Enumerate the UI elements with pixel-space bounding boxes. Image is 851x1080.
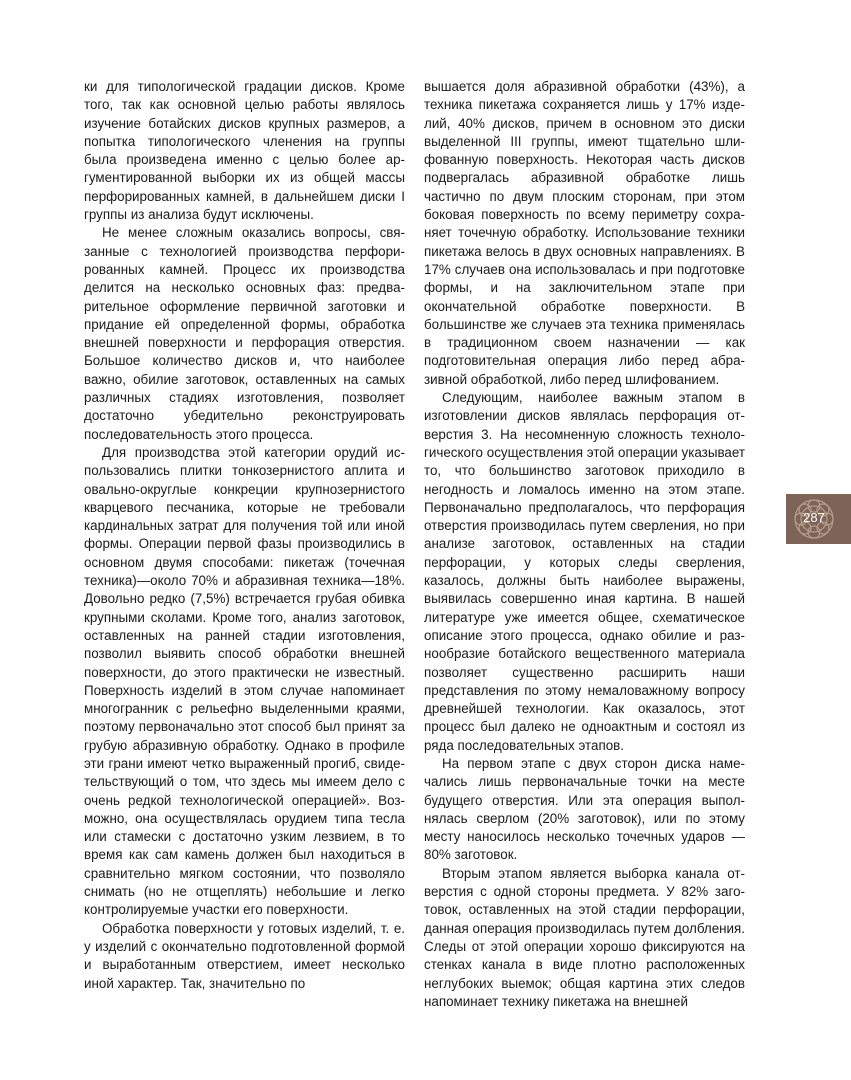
paragraph: Не менее сложным оказались вопросы, связанные с технологией производства перфорированных камней. Процесс их производства делится на несколько основных фаз: предварительное оформление первичной заготовки и придание ей определенной формы, обработка внешней поверхности и перфорация отверстия. Большое количество дисков и, что наиболее важно, обилие заготовок, оставленных на самых различных стадиях изготовления, позволяет достаточно убедительно реконструировать последовательность этого процесса. [84,225,405,442]
paragraph: Вторым этапом является выборка канала отверстия с одной стороны предмета. У 82% заготовок, оставленных на этой стадии перфорации, данная операция производилась путем долбления. Следы от этой операции хорошо фиксируются на стенках канала в виде плотно расположенных неглубоких выемок; общая картина этих следов напоминает технику пикетажа на внешней [424,865,745,1009]
page-number-tab [786,494,851,544]
paragraph: Для производства этой категории орудий использовались плитки тонкозернистого аплита и овально-округлые конкреции крупнозернистого кварцевого песчаника, которые не требовали кардинальных затрат для получения той или иной формы. Операции первой фазы производились в основном двумя способами: пикетаж (точечная техника)—около 70% и абразивная техника—18%. Довольно редко (7,5%) встречается грубая обивка крупными сколами. Кроме того, анализ заготовок, оставленных на ранней стадии изготовления, позволил выявить способ обработки внешней поверхности, до этого практически не известный. Поверхность изделий в этом случае напоминает многогранник с рельефно выделенными краями, поэтому первоначально этот способ был принят за грубую абразивную обработку. Однако в профиле эти грани имеют четко выраженный прогиб, свидетельствующий о том, что здесь мы имеем дело с очень редкой технологической операцией». Возможно, она осуществлялась орудием типа тесла или стамески с достаточно узким лезвием, в то время как сам камень должен был находиться в сравнительно мягком состоянии, что позволяло снимать (но не отщеплять) небольшие и легко контролируемые участки его поверхности. [84,444,405,918]
paragraph: На первом этапе с двух сторон диска намечались лишь первоначальные точки на месте будущего отверстия. Или эта операция выполнялась сверлом (20% заготовок), или по этому месту наносилось несколько точечных ударов — 80% заготовок. [424,755,745,863]
paragraph: Следующим, наиболее важным этапом в изготовлении дисков являлась перфорация отверстия 3. На несомненную сложность технологического осуществления этой операции указывает то, что большинство заготовок приходило в негодность и ломалось именно на этом этапе. Первоначально предполагалось, что перфорация отверстия производилась путем сверления, но при анализе заготовок, оставленных на стадии перфорации, у которых следы сверления, казалось, должны быть наиболее выражены, выявилась совершенно иная картина. В нашей литературе уже имеется общее, схематическое описание этого процесса, однако обилие и разнообразие ботайского вещественного материала позволяет существенно расширить наши представления по этому немаловажному вопросу древнейшей технологии. Как оказалось, этот процесс был далеко не одноактным и состоял из ряда последовательных этапов. [424,390,745,753]
page-number: 287 [803,510,825,525]
left-column [84,78,405,993]
paragraph: ки для типологической градации дисков. Кроме того, так как основной целью работы являлось изучение ботайских дисков крупных размеров, а попытка типологического членения на группы была произведена именно с целью более аргументированной выборки их из общей массы перфорированных камней, в дальнейшем диски I группы из анализа будут исключены. [84,79,405,223]
right-column [424,78,745,1011]
paragraph: вышается доля абразивной обработки (43%), а техника пикетажа сохраняется лишь у 17% изделий, 40% дисков, причем в основном это диски выделенной III группы, имеют тщательно шлифованную поверхность. Некоторая часть дисков подвергалась абразивной обработке лишь частично по двум плоским сторонам, при этом боковая поверхность по всему периметру сохраняет точечную обработку. Использование техники пикетажа велось в двух основных направлениях. В 17% случаев она использовалась и при подготовке формы, и на заключительном этапе при окончательной обработке поверхности. В большинстве же случаев эта техника применялась в традиционном своем назначении — как подготовительная операция либо перед абразивной обработкой, либо перед шлифованием. [424,79,745,387]
paragraph: Обработка поверхности у готовых изделий, т. е. у изделий с окончательно подготовленной формой и выработанным отверстием, имеет несколько иной характер. Так, значительно по [84,920,405,991]
